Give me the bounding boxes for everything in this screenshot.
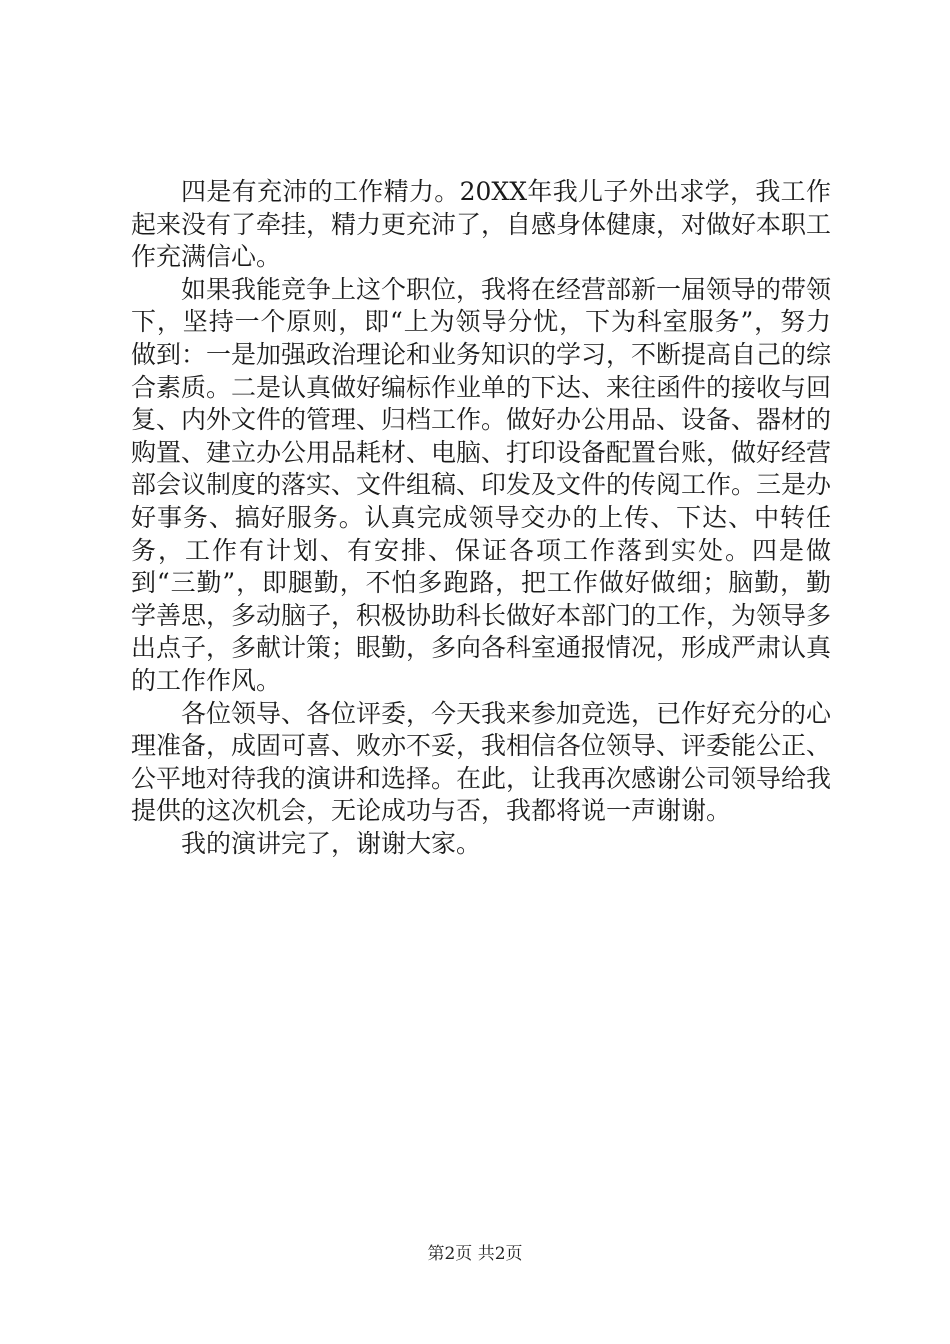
paragraph-plan: 如果我能竞争上这个职位，我将在经营部新一届领导的带领下，坚持一个原则，即“上为领导分忧，下为科室服务”，努力做到：一是加强政治理论和业务知识的学习，不断提高自己的综合素质。二是认真做好编标作业单的下达、来往函件的接收与回复、内外文件的管理、归档工作。做好办公用品、设备、器材的购置、建立办公用品耗材、电脑、打印设备配置台账，做好经营部会议制度的落实、文件组稿、印发及文件的传阅工作。三是办好事务、搞好服务。认真完成领导交办的上传、下达、中转任务，工作有计划、有安排、保证各项工作落到实处。四是做到“三勤”，即腿勤，不怕多跑路，把工作做好做细；脑勤，勤学善思，多动脑子，积极协助科长做好本部门的工作，为领导多出点子，多献计策；眼勤，多向各科室通报情况，形成严肃认真的工作作风。 <box>131 274 832 695</box>
paragraph-thanks: 我的演讲完了，谢谢大家。 <box>181 828 482 858</box>
paragraph-closing: 各位领导、各位评委，今天我来参加竞选，已作好充分的心理准备，成固可喜、败亦不妥，我相信各位领导、评委能公正、公平地对待我的演讲和选择。在此，让我再次感谢公司领导给我提供的这次机会，无论成功与否，我都将说一声谢谢。 <box>131 698 832 826</box>
page-footer: 第2页 共2页 <box>427 1244 523 1264</box>
paragraph-energy: 四是有充沛的工作精力。20XX年我儿子外出求学，我工作起来没有了牵挂，精力更充沛了，自感身体健康，对做好本职工作充满信心。 <box>131 177 832 272</box>
document-body <box>131 176 831 860</box>
